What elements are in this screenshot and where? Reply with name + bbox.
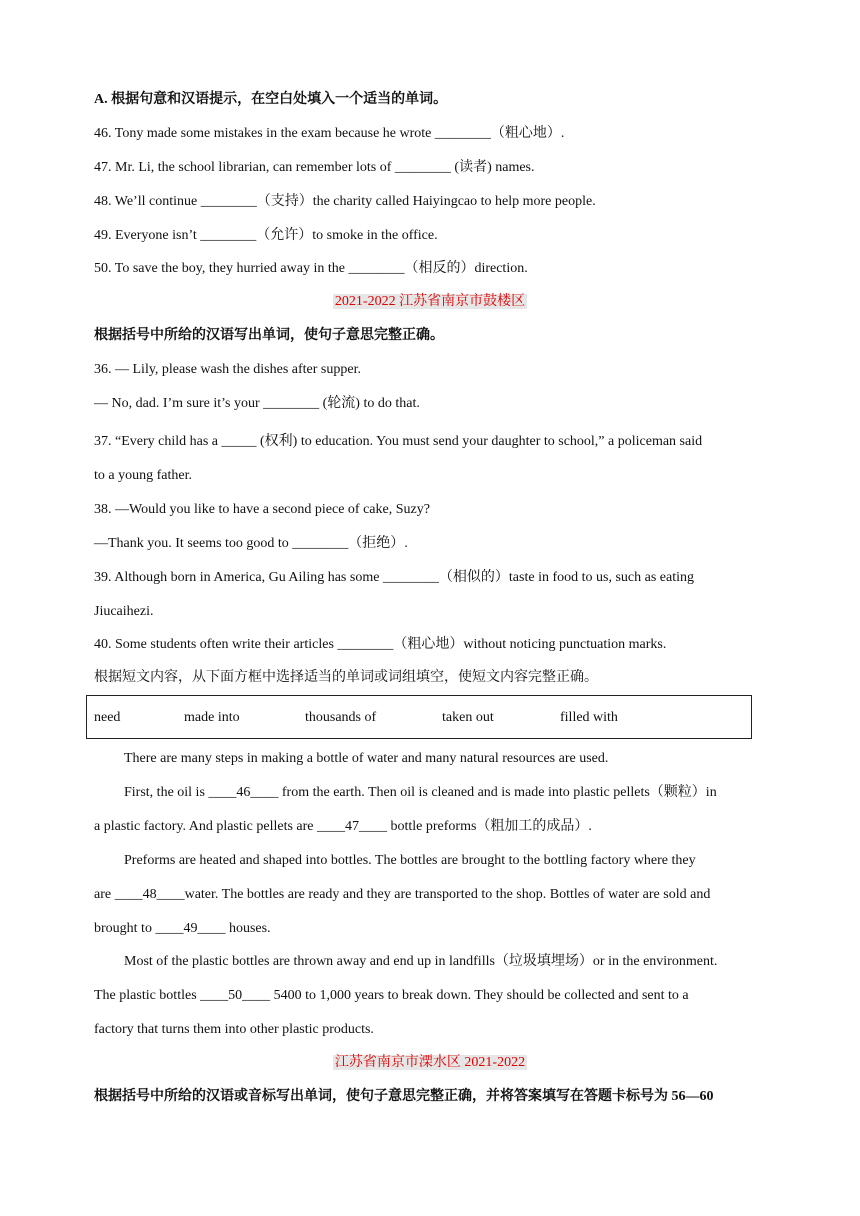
section-title-lishui	[0, 1053, 860, 1073]
word-bank-item: made into	[184, 710, 240, 725]
passage-line: Preforms are heated and shaped into bottles. The bottles are brought to the bottling factory where they	[124, 853, 696, 868]
question-48: 48. We’ll continue ________（支持）the charity called Haiyingcao to help more people.	[94, 194, 596, 209]
passage-line: Most of the plastic bottles are thrown away and end up in landfills（垃圾填埋场）or in the environment.	[124, 954, 718, 969]
question-37-line-1: 37. “Every child has a _____ (权利) to education. You must send your daughter to school,” a policeman said	[94, 434, 703, 449]
question-36-line-1: 36. — Lily, please wash the dishes after supper.	[94, 362, 361, 377]
gulou-instruction: 根据括号中所给的汉语写出单词，使句子意思完整正确。	[94, 328, 444, 343]
passage-line: a plastic factory. And plastic pellets are ____47____ bottle preforms（粗加工的成品）.	[94, 819, 592, 834]
section-title-lishui-text: 江苏省南京市溧水区 2021-2022	[334, 1055, 526, 1070]
part-a-heading: A. 根据句意和汉语提示，在空白处填入一个适当的单词。	[94, 92, 448, 107]
section-title-gulou	[0, 292, 860, 312]
question-49: 49. Everyone isn’t ________（允许）to smoke in the office.	[94, 228, 438, 243]
passage-line: brought to ____49____ houses.	[94, 921, 271, 936]
question-37-line-2: to a young father.	[94, 468, 192, 483]
word-bank-item: need	[94, 710, 121, 725]
question-46: 46. Tony made some mistakes in the exam because he wrote ________（粗心地）.	[94, 126, 565, 141]
question-50: 50. To save the boy, they hurried away in the ________（相反的）direction.	[94, 261, 528, 276]
passage-line: factory that turns them into other plastic products.	[94, 1022, 374, 1037]
question-47: 47. Mr. Li, the school librarian, can remember lots of ________ (读者) names.	[94, 160, 535, 175]
question-38-line-1: 38. —Would you like to have a second piece of cake, Suzy?	[94, 502, 430, 517]
passage-instruction: 根据短文内容，从下面方框中选择适当的单词或词组填空，使短文内容完整正确。	[94, 670, 598, 685]
word-bank-item: taken out	[442, 710, 494, 725]
question-39-line-2: Jiucaihezi.	[94, 604, 154, 619]
passage-line: First, the oil is ____46____ from the earth. Then oil is cleaned and is made into plastic pellets（颗粒）in	[124, 785, 717, 800]
question-40: 40. Some students often write their articles ________（粗心地）without noticing punctuation marks.	[94, 637, 667, 652]
word-bank-box	[86, 695, 752, 739]
lishui-instruction: 根据括号中所给的汉语或音标写出单词，使句子意思完整正确，并将答案填写在答题卡标号为 56—60	[94, 1089, 714, 1104]
passage-line: are ____48____water. The bottles are ready and they are transported to the shop. Bottles of water are sold and	[94, 887, 711, 902]
section-title-gulou-text: 2021-2022 江苏省南京市鼓楼区	[334, 294, 526, 309]
passage-line: The plastic bottles ____50____ 5400 to 1,000 years to break down. They should be collected and sent to a	[94, 988, 689, 1003]
passage-line: There are many steps in making a bottle of water and many natural resources are used.	[124, 751, 609, 766]
question-39-line-1: 39. Although born in America, Gu Ailing has some ________（相似的）taste in food to us, such as eating	[94, 570, 694, 585]
word-bank-item: filled with	[560, 710, 618, 725]
word-bank-item: thousands of	[305, 710, 377, 725]
question-36-line-2: — No, dad. I’m sure it’s your ________ (轮流) to do that.	[94, 396, 420, 411]
question-38-line-2: —Thank you. It seems too good to ________（拒绝）.	[94, 536, 408, 551]
